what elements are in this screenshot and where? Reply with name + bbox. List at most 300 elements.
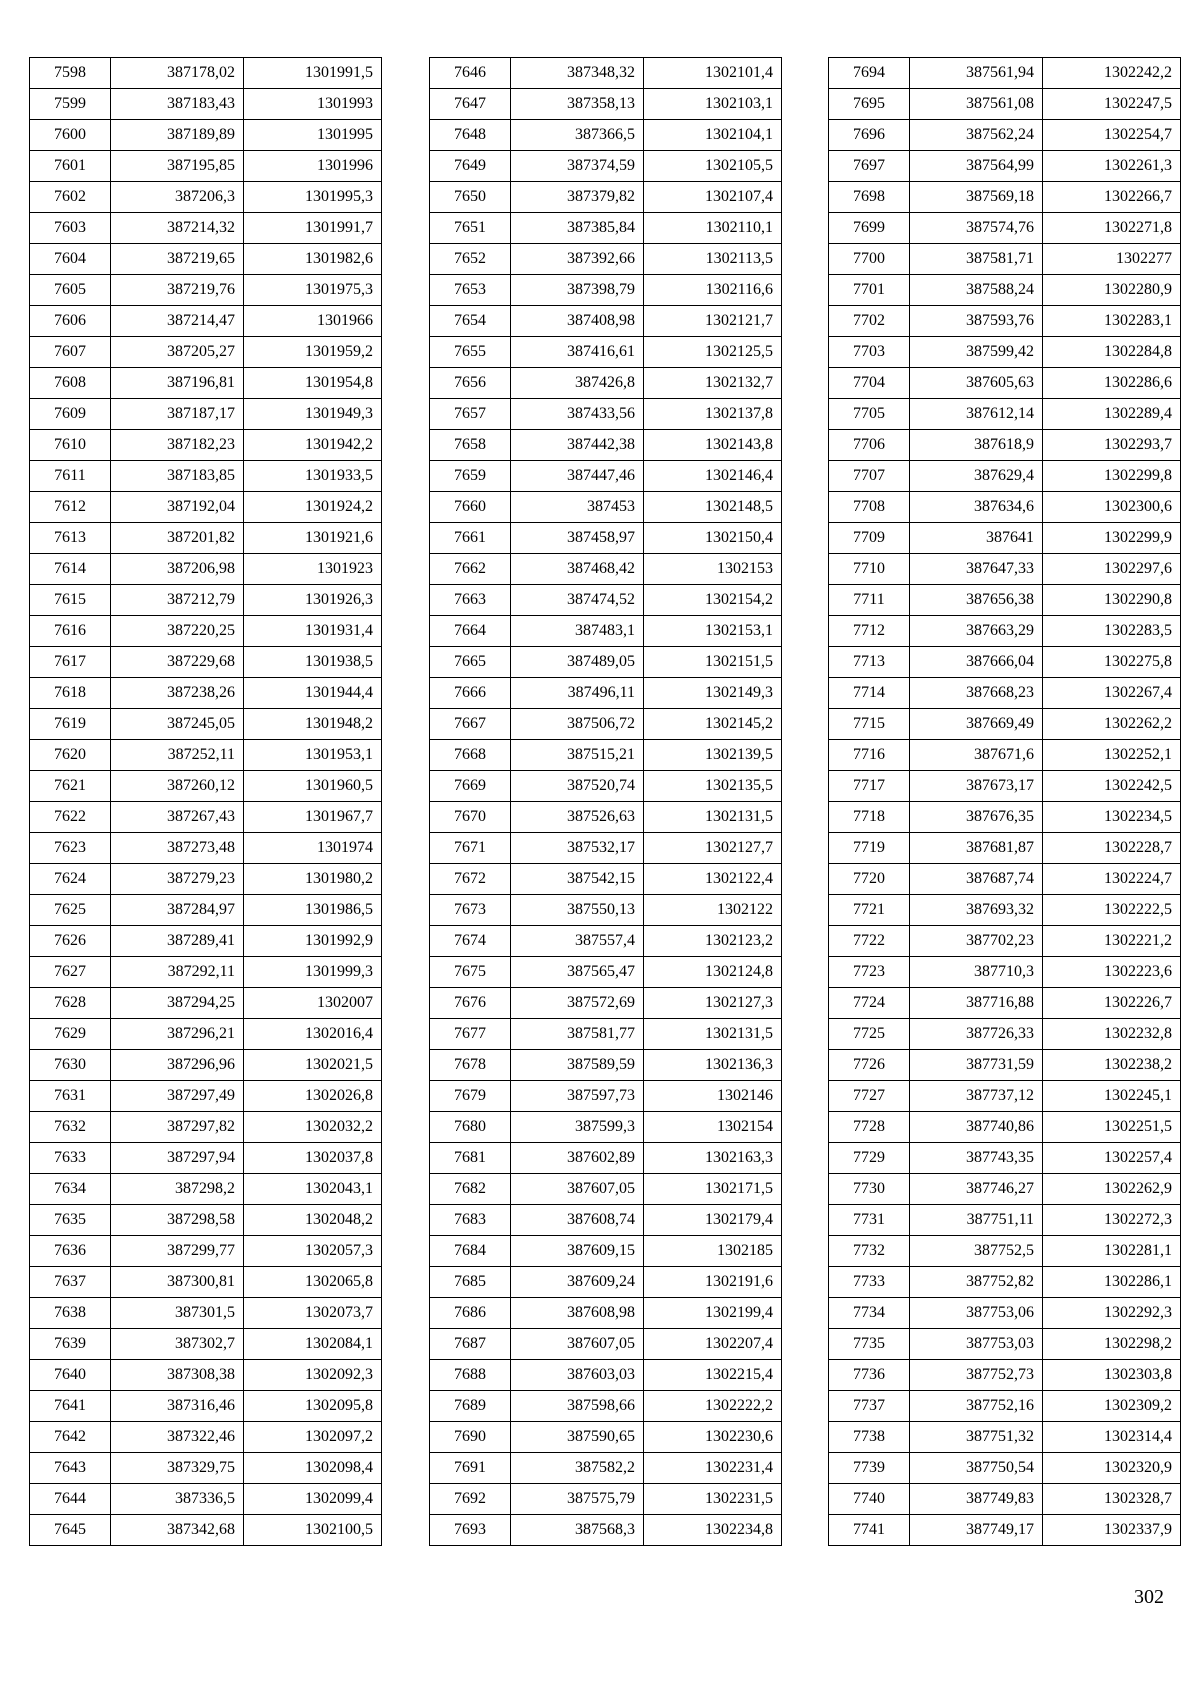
table-row (430, 1329, 782, 1360)
point-number-cell: 7668 (430, 740, 511, 771)
x-coordinate-cell: 387557,4 (511, 926, 644, 957)
x-coordinate-cell: 387561,08 (910, 89, 1043, 120)
y-coordinate-cell: 1301995 (244, 120, 382, 151)
y-coordinate-cell: 1302224,7 (1043, 864, 1181, 895)
point-number-cell: 7663 (430, 585, 511, 616)
point-number-cell: 7729 (829, 1143, 910, 1174)
table-row (829, 244, 1181, 275)
point-number-cell: 7723 (829, 957, 910, 988)
point-number-cell: 7682 (430, 1174, 511, 1205)
y-coordinate-cell: 1302247,5 (1043, 89, 1181, 120)
x-coordinate-cell: 387219,65 (111, 244, 244, 275)
x-coordinate-cell: 387178,02 (111, 58, 244, 89)
y-coordinate-cell: 1302299,8 (1043, 461, 1181, 492)
point-number-cell: 7630 (30, 1050, 111, 1081)
point-number-cell: 7638 (30, 1298, 111, 1329)
y-coordinate-cell: 1302110,1 (644, 213, 782, 244)
x-coordinate-cell: 387348,32 (511, 58, 644, 89)
table-row (430, 1298, 782, 1329)
x-coordinate-cell: 387358,13 (511, 89, 644, 120)
x-coordinate-cell: 387289,41 (111, 926, 244, 957)
x-coordinate-cell: 387297,49 (111, 1081, 244, 1112)
table-row (430, 957, 782, 988)
y-coordinate-cell: 1302037,8 (244, 1143, 382, 1174)
y-coordinate-cell: 1302127,7 (644, 833, 782, 864)
table-row (30, 1050, 382, 1081)
x-coordinate-cell: 387743,35 (910, 1143, 1043, 1174)
table-row (829, 833, 1181, 864)
x-coordinate-cell: 387292,11 (111, 957, 244, 988)
x-coordinate-cell: 387564,99 (910, 151, 1043, 182)
point-number-cell: 7608 (30, 368, 111, 399)
x-coordinate-cell: 387196,81 (111, 368, 244, 399)
point-number-cell: 7631 (30, 1081, 111, 1112)
x-coordinate-cell: 387267,43 (111, 802, 244, 833)
y-coordinate-cell: 1302262,9 (1043, 1174, 1181, 1205)
point-number-cell: 7677 (430, 1019, 511, 1050)
y-coordinate-cell: 1301992,9 (244, 926, 382, 957)
point-number-cell: 7606 (30, 306, 111, 337)
point-number-cell: 7671 (430, 833, 511, 864)
x-coordinate-cell: 387201,82 (111, 523, 244, 554)
x-coordinate-cell: 387599,3 (511, 1112, 644, 1143)
table-row (30, 399, 382, 430)
y-coordinate-cell: 1302103,1 (644, 89, 782, 120)
y-coordinate-cell: 1301960,5 (244, 771, 382, 802)
table-row (430, 864, 782, 895)
table-row (430, 89, 782, 120)
y-coordinate-cell: 1302131,5 (644, 1019, 782, 1050)
x-coordinate-cell: 387483,1 (511, 616, 644, 647)
x-coordinate-cell: 387279,23 (111, 864, 244, 895)
x-coordinate-cell: 387214,32 (111, 213, 244, 244)
x-coordinate-cell: 387581,77 (511, 1019, 644, 1050)
point-number-cell: 7653 (430, 275, 511, 306)
point-number-cell: 7696 (829, 120, 910, 151)
y-coordinate-cell: 1302057,3 (244, 1236, 382, 1267)
point-number-cell: 7652 (430, 244, 511, 275)
x-coordinate-cell: 387296,96 (111, 1050, 244, 1081)
point-number-cell: 7735 (829, 1329, 910, 1360)
table-row (30, 1205, 382, 1236)
table-row (30, 244, 382, 275)
point-number-cell: 7725 (829, 1019, 910, 1050)
y-coordinate-cell: 1301926,3 (244, 585, 382, 616)
y-coordinate-cell: 1302131,5 (644, 802, 782, 833)
table-row (829, 709, 1181, 740)
table-row (30, 492, 382, 523)
y-coordinate-cell: 1301975,3 (244, 275, 382, 306)
y-coordinate-cell: 1301924,2 (244, 492, 382, 523)
point-number-cell: 7689 (430, 1391, 511, 1422)
x-coordinate-cell: 387609,24 (511, 1267, 644, 1298)
point-number-cell: 7719 (829, 833, 910, 864)
point-number-cell: 7664 (430, 616, 511, 647)
point-number-cell: 7691 (430, 1453, 511, 1484)
x-coordinate-cell: 387588,24 (910, 275, 1043, 306)
table-row (30, 647, 382, 678)
point-number-cell: 7650 (430, 182, 511, 213)
y-coordinate-cell: 1302320,9 (1043, 1453, 1181, 1484)
table-row (829, 1267, 1181, 1298)
x-coordinate-cell: 387212,79 (111, 585, 244, 616)
table-row (829, 492, 1181, 523)
x-coordinate-cell: 387182,23 (111, 430, 244, 461)
y-coordinate-cell: 1302293,7 (1043, 430, 1181, 461)
table-row (30, 337, 382, 368)
y-coordinate-cell: 1302303,8 (1043, 1360, 1181, 1391)
x-coordinate-cell: 387565,47 (511, 957, 644, 988)
table-row (829, 1236, 1181, 1267)
table-row (30, 1267, 382, 1298)
table-row (430, 151, 782, 182)
table-row (30, 1236, 382, 1267)
x-coordinate-cell: 387737,12 (910, 1081, 1043, 1112)
table-row (30, 1143, 382, 1174)
y-coordinate-cell: 1302284,8 (1043, 337, 1181, 368)
x-coordinate-cell: 387252,11 (111, 740, 244, 771)
point-number-cell: 7706 (829, 430, 910, 461)
y-coordinate-cell: 1302121,7 (644, 306, 782, 337)
table-row (430, 306, 782, 337)
x-coordinate-cell: 387374,59 (511, 151, 644, 182)
x-coordinate-cell: 387673,17 (910, 771, 1043, 802)
y-coordinate-cell: 1301996 (244, 151, 382, 182)
table-row (829, 275, 1181, 306)
coordinate-table-2 (429, 57, 782, 1546)
x-coordinate-cell: 387641 (910, 523, 1043, 554)
x-coordinate-cell: 387602,89 (511, 1143, 644, 1174)
x-coordinate-cell: 387751,11 (910, 1205, 1043, 1236)
point-number-cell: 7599 (30, 89, 111, 120)
table-row (30, 1391, 382, 1422)
table-row (430, 368, 782, 399)
y-coordinate-cell: 1302283,1 (1043, 306, 1181, 337)
x-coordinate-cell: 387300,81 (111, 1267, 244, 1298)
y-coordinate-cell: 1302228,7 (1043, 833, 1181, 864)
x-coordinate-cell: 387752,82 (910, 1267, 1043, 1298)
x-coordinate-cell: 387298,58 (111, 1205, 244, 1236)
y-coordinate-cell: 1302309,2 (1043, 1391, 1181, 1422)
x-coordinate-cell: 387593,76 (910, 306, 1043, 337)
y-coordinate-cell: 1302132,7 (644, 368, 782, 399)
point-number-cell: 7607 (30, 337, 111, 368)
table-row (30, 89, 382, 120)
point-number-cell: 7618 (30, 678, 111, 709)
point-number-cell: 7617 (30, 647, 111, 678)
table-row (430, 585, 782, 616)
table-row (829, 771, 1181, 802)
table-row (430, 430, 782, 461)
table-row (829, 120, 1181, 151)
x-coordinate-cell: 387568,3 (511, 1515, 644, 1546)
point-number-cell: 7622 (30, 802, 111, 833)
x-coordinate-cell: 387731,59 (910, 1050, 1043, 1081)
x-coordinate-cell: 387342,68 (111, 1515, 244, 1546)
point-number-cell: 7601 (30, 151, 111, 182)
x-coordinate-cell: 387753,06 (910, 1298, 1043, 1329)
y-coordinate-cell: 1302113,5 (644, 244, 782, 275)
table-row (430, 1391, 782, 1422)
y-coordinate-cell: 1302251,5 (1043, 1112, 1181, 1143)
y-coordinate-cell: 1301991,5 (244, 58, 382, 89)
y-coordinate-cell: 1301982,6 (244, 244, 382, 275)
point-number-cell: 7718 (829, 802, 910, 833)
y-coordinate-cell: 1302231,4 (644, 1453, 782, 1484)
table-row (430, 461, 782, 492)
table-row (829, 678, 1181, 709)
table-row (829, 616, 1181, 647)
table-row (829, 1081, 1181, 1112)
y-coordinate-cell: 1302179,4 (644, 1205, 782, 1236)
point-number-cell: 7736 (829, 1360, 910, 1391)
point-number-cell: 7646 (430, 58, 511, 89)
x-coordinate-cell: 387379,82 (511, 182, 644, 213)
point-number-cell: 7737 (829, 1391, 910, 1422)
x-coordinate-cell: 387302,7 (111, 1329, 244, 1360)
table-row (30, 461, 382, 492)
y-coordinate-cell: 1302124,8 (644, 957, 782, 988)
point-number-cell: 7709 (829, 523, 910, 554)
table-row (430, 771, 782, 802)
y-coordinate-cell: 1302148,5 (644, 492, 782, 523)
point-number-cell: 7684 (430, 1236, 511, 1267)
x-coordinate-cell: 387316,46 (111, 1391, 244, 1422)
point-number-cell: 7666 (430, 678, 511, 709)
table-row (829, 1484, 1181, 1515)
x-coordinate-cell: 387752,73 (910, 1360, 1043, 1391)
y-coordinate-cell: 1302146 (644, 1081, 782, 1112)
table-row (829, 399, 1181, 430)
table-body (430, 58, 782, 1546)
y-coordinate-cell: 1302153 (644, 554, 782, 585)
x-coordinate-cell: 387183,43 (111, 89, 244, 120)
x-coordinate-cell: 387751,32 (910, 1422, 1043, 1453)
y-coordinate-cell: 1301921,6 (244, 523, 382, 554)
x-coordinate-cell: 387433,56 (511, 399, 644, 430)
y-coordinate-cell: 1301931,4 (244, 616, 382, 647)
y-coordinate-cell: 1302290,8 (1043, 585, 1181, 616)
y-coordinate-cell: 1302099,4 (244, 1484, 382, 1515)
point-number-cell: 7702 (829, 306, 910, 337)
table-row (829, 368, 1181, 399)
y-coordinate-cell: 1302289,4 (1043, 399, 1181, 430)
point-number-cell: 7680 (430, 1112, 511, 1143)
table-row (829, 895, 1181, 926)
table-row (30, 275, 382, 306)
x-coordinate-cell: 387671,6 (910, 740, 1043, 771)
table-row (430, 554, 782, 585)
x-coordinate-cell: 387746,27 (910, 1174, 1043, 1205)
y-coordinate-cell: 1302231,5 (644, 1484, 782, 1515)
point-number-cell: 7613 (30, 523, 111, 554)
y-coordinate-cell: 1302084,1 (244, 1329, 382, 1360)
point-number-cell: 7716 (829, 740, 910, 771)
y-coordinate-cell: 1302043,1 (244, 1174, 382, 1205)
x-coordinate-cell: 387574,76 (910, 213, 1043, 244)
point-number-cell: 7625 (30, 895, 111, 926)
point-number-cell: 7619 (30, 709, 111, 740)
y-coordinate-cell: 1302232,8 (1043, 1019, 1181, 1050)
y-coordinate-cell: 1302105,5 (644, 151, 782, 182)
point-number-cell: 7610 (30, 430, 111, 461)
y-coordinate-cell: 1302092,3 (244, 1360, 382, 1391)
x-coordinate-cell: 387607,05 (511, 1174, 644, 1205)
x-coordinate-cell: 387489,05 (511, 647, 644, 678)
point-number-cell: 7600 (30, 120, 111, 151)
point-number-cell: 7641 (30, 1391, 111, 1422)
y-coordinate-cell: 1302097,2 (244, 1422, 382, 1453)
table-row (829, 988, 1181, 1019)
point-number-cell: 7634 (30, 1174, 111, 1205)
y-coordinate-cell: 1302007 (244, 988, 382, 1019)
x-coordinate-cell: 387582,2 (511, 1453, 644, 1484)
y-coordinate-cell: 1302298,2 (1043, 1329, 1181, 1360)
point-number-cell: 7639 (30, 1329, 111, 1360)
x-coordinate-cell: 387297,82 (111, 1112, 244, 1143)
point-number-cell: 7717 (829, 771, 910, 802)
point-number-cell: 7633 (30, 1143, 111, 1174)
table-row (430, 1453, 782, 1484)
table-row (430, 833, 782, 864)
table-row (829, 1174, 1181, 1205)
table-row (829, 1360, 1181, 1391)
x-coordinate-cell: 387562,24 (910, 120, 1043, 151)
y-coordinate-cell: 1302242,5 (1043, 771, 1181, 802)
point-number-cell: 7623 (30, 833, 111, 864)
x-coordinate-cell: 387189,89 (111, 120, 244, 151)
x-coordinate-cell: 387668,23 (910, 678, 1043, 709)
y-coordinate-cell: 1302154,2 (644, 585, 782, 616)
x-coordinate-cell: 387693,32 (910, 895, 1043, 926)
table-row (829, 151, 1181, 182)
point-number-cell: 7611 (30, 461, 111, 492)
x-coordinate-cell: 387496,11 (511, 678, 644, 709)
table-row (829, 740, 1181, 771)
y-coordinate-cell: 1302266,7 (1043, 182, 1181, 213)
x-coordinate-cell: 387515,21 (511, 740, 644, 771)
table-row (829, 89, 1181, 120)
y-coordinate-cell: 1301949,3 (244, 399, 382, 430)
x-coordinate-cell: 387589,59 (511, 1050, 644, 1081)
point-number-cell: 7715 (829, 709, 910, 740)
point-number-cell: 7697 (829, 151, 910, 182)
y-coordinate-cell: 1302215,4 (644, 1360, 782, 1391)
y-coordinate-cell: 1302016,4 (244, 1019, 382, 1050)
y-coordinate-cell: 1302222,2 (644, 1391, 782, 1422)
table-row (30, 120, 382, 151)
table-row (430, 58, 782, 89)
y-coordinate-cell: 1302122,4 (644, 864, 782, 895)
point-number-cell: 7679 (430, 1081, 511, 1112)
point-number-cell: 7676 (430, 988, 511, 1019)
table-row (30, 616, 382, 647)
x-coordinate-cell: 387569,18 (910, 182, 1043, 213)
x-coordinate-cell: 387526,63 (511, 802, 644, 833)
y-coordinate-cell: 1302137,8 (644, 399, 782, 430)
y-coordinate-cell: 1302314,4 (1043, 1422, 1181, 1453)
point-number-cell: 7647 (430, 89, 511, 120)
point-number-cell: 7698 (829, 182, 910, 213)
y-coordinate-cell: 1302154 (644, 1112, 782, 1143)
point-number-cell: 7645 (30, 1515, 111, 1546)
x-coordinate-cell: 387590,65 (511, 1422, 644, 1453)
x-coordinate-cell: 387205,27 (111, 337, 244, 368)
table-row (430, 709, 782, 740)
point-number-cell: 7661 (430, 523, 511, 554)
y-coordinate-cell: 1302261,3 (1043, 151, 1181, 182)
point-number-cell: 7673 (430, 895, 511, 926)
table-row (30, 554, 382, 585)
point-number-cell: 7711 (829, 585, 910, 616)
point-number-cell: 7615 (30, 585, 111, 616)
x-coordinate-cell: 387681,87 (910, 833, 1043, 864)
point-number-cell: 7730 (829, 1174, 910, 1205)
x-coordinate-cell: 387752,5 (910, 1236, 1043, 1267)
y-coordinate-cell: 1302286,1 (1043, 1267, 1181, 1298)
x-coordinate-cell: 387550,13 (511, 895, 644, 926)
point-number-cell: 7627 (30, 957, 111, 988)
table-body (829, 58, 1181, 1546)
point-number-cell: 7740 (829, 1484, 910, 1515)
table-row (30, 1019, 382, 1050)
table-row (430, 213, 782, 244)
y-coordinate-cell: 1302100,5 (244, 1515, 382, 1546)
table-row (829, 1453, 1181, 1484)
table-row (829, 1391, 1181, 1422)
x-coordinate-cell: 387716,88 (910, 988, 1043, 1019)
y-coordinate-cell: 1301942,2 (244, 430, 382, 461)
x-coordinate-cell: 387336,5 (111, 1484, 244, 1515)
table-row (430, 1081, 782, 1112)
x-coordinate-cell: 387581,71 (910, 244, 1043, 275)
y-coordinate-cell: 1302191,6 (644, 1267, 782, 1298)
x-coordinate-cell: 387702,23 (910, 926, 1043, 957)
y-coordinate-cell: 1302149,3 (644, 678, 782, 709)
point-number-cell: 7705 (829, 399, 910, 430)
table-row (30, 926, 382, 957)
table-row (430, 1174, 782, 1205)
y-coordinate-cell: 1302127,3 (644, 988, 782, 1019)
point-number-cell: 7687 (430, 1329, 511, 1360)
point-number-cell: 7632 (30, 1112, 111, 1143)
x-coordinate-cell: 387301,5 (111, 1298, 244, 1329)
x-coordinate-cell: 387520,74 (511, 771, 644, 802)
x-coordinate-cell: 387656,38 (910, 585, 1043, 616)
table-row (30, 58, 382, 89)
y-coordinate-cell: 1302238,2 (1043, 1050, 1181, 1081)
table-row (30, 430, 382, 461)
point-number-cell: 7616 (30, 616, 111, 647)
point-number-cell: 7648 (430, 120, 511, 151)
point-number-cell: 7674 (430, 926, 511, 957)
table-row (430, 1267, 782, 1298)
point-number-cell: 7665 (430, 647, 511, 678)
point-number-cell: 7694 (829, 58, 910, 89)
table-body (30, 58, 382, 1546)
page-number: 302 (1134, 1586, 1164, 1608)
y-coordinate-cell: 1302262,2 (1043, 709, 1181, 740)
point-number-cell: 7643 (30, 1453, 111, 1484)
y-coordinate-cell: 1302277 (1043, 244, 1181, 275)
y-coordinate-cell: 1302116,6 (644, 275, 782, 306)
table-row (30, 802, 382, 833)
coordinate-table-3 (828, 57, 1181, 1546)
x-coordinate-cell: 387273,48 (111, 833, 244, 864)
point-number-cell: 7701 (829, 275, 910, 306)
x-coordinate-cell: 387506,72 (511, 709, 644, 740)
point-number-cell: 7657 (430, 399, 511, 430)
